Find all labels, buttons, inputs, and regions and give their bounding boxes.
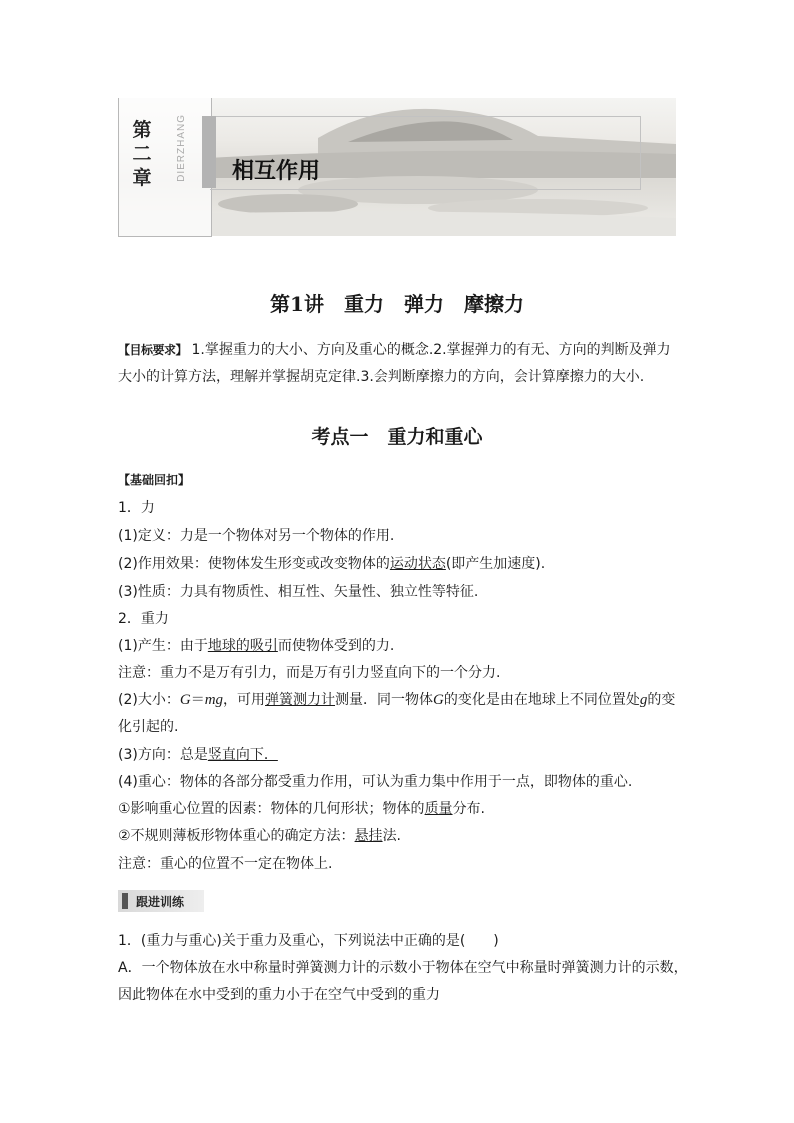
center-note: 注意：重心的位置不一定在物体上. <box>118 856 333 872</box>
chapter-title: 相互作用 <box>232 159 321 184</box>
answer-blank: 质量 <box>424 801 453 817</box>
question-option-a-cont: 因此物体在水中受到的重力小于在空气中受到的重力 <box>118 987 440 1003</box>
answer-blank: 运动状态 <box>389 556 446 572</box>
practice-marker-icon <box>122 893 128 909</box>
gravity-note: 注意：重力不是万有引力，而是万有引力竖直向下的一个分力. <box>118 665 501 681</box>
question-stem: 1．(重力与重心)关于重力及重心，下列说法中正确的是( ) <box>118 933 499 949</box>
gravity-direction: (3)方向：总是竖直向下． <box>118 747 278 763</box>
center-method: ②不规则薄板形物体重心的确定方法：悬挂法. <box>118 828 402 844</box>
force-nature: (3)性质：力具有物质性、相互性、矢量性、独立性等特征. <box>118 584 479 600</box>
section-title: 考点一 重力和重心 <box>311 426 483 448</box>
answer-blank: 地球的吸引 <box>207 638 278 654</box>
practice-section-label: 跟进训练 <box>118 890 204 912</box>
learning-goals <box>118 337 678 391</box>
answer-blank: 悬挂 <box>354 828 383 844</box>
gravity-center: (4)重心：物体的各部分都受重力作用，可认为重力集中作用于一点，即物体的重心. <box>118 774 633 790</box>
question-option-a: A．一个物体放在水中称量时弹簧测力计的示数小于物体在空气中称量时弹簧测力计的示数， <box>118 960 688 976</box>
goals-label: 【目标要求】 <box>118 343 188 357</box>
chapter-number: 第二章 <box>132 119 152 189</box>
gravity-heading: 2．重力 <box>118 611 169 627</box>
lesson-title: 第1讲 重力 弹力 摩擦力 <box>270 292 524 316</box>
answer-blank: 弹簧测力计 <box>265 692 336 708</box>
gravity-size-cont: 化引起的. <box>118 719 179 735</box>
gravity-size: (2)大小：G＝mg，可用弹簧测力计测量．同一物体G的变化是由在地球上不同位置处g的变 <box>118 692 676 708</box>
goals-text: 1.掌握重力的大小、方向及重心的概念.2.掌握弹力的有无、方向的判断及弹力大小的计算方法，理解并掌握胡克定律.3.会判断摩擦力的方向，会计算摩擦力的大小. <box>118 342 671 385</box>
chapter-title-accent-bar <box>202 116 216 188</box>
basics-label: 【基础回扣】 <box>118 473 191 487</box>
force-effect: (2)作用效果：使物体发生形变或改变物体的运动状态(即产生加速度). <box>118 556 546 572</box>
gravity-origin: (1)产生：由于地球的吸引而使物体受到的力. <box>118 638 395 654</box>
force-definition: (1)定义：力是一个物体对另一个物体的作用. <box>118 528 395 544</box>
chapter-pinyin: DIERZHANG <box>176 114 187 182</box>
force-heading: 1．力 <box>118 500 155 516</box>
answer-blank: 竖直向下． <box>207 747 278 763</box>
center-factor: ①影响重心位置的因素：物体的几何形状；物体的质量分布. <box>118 801 486 817</box>
